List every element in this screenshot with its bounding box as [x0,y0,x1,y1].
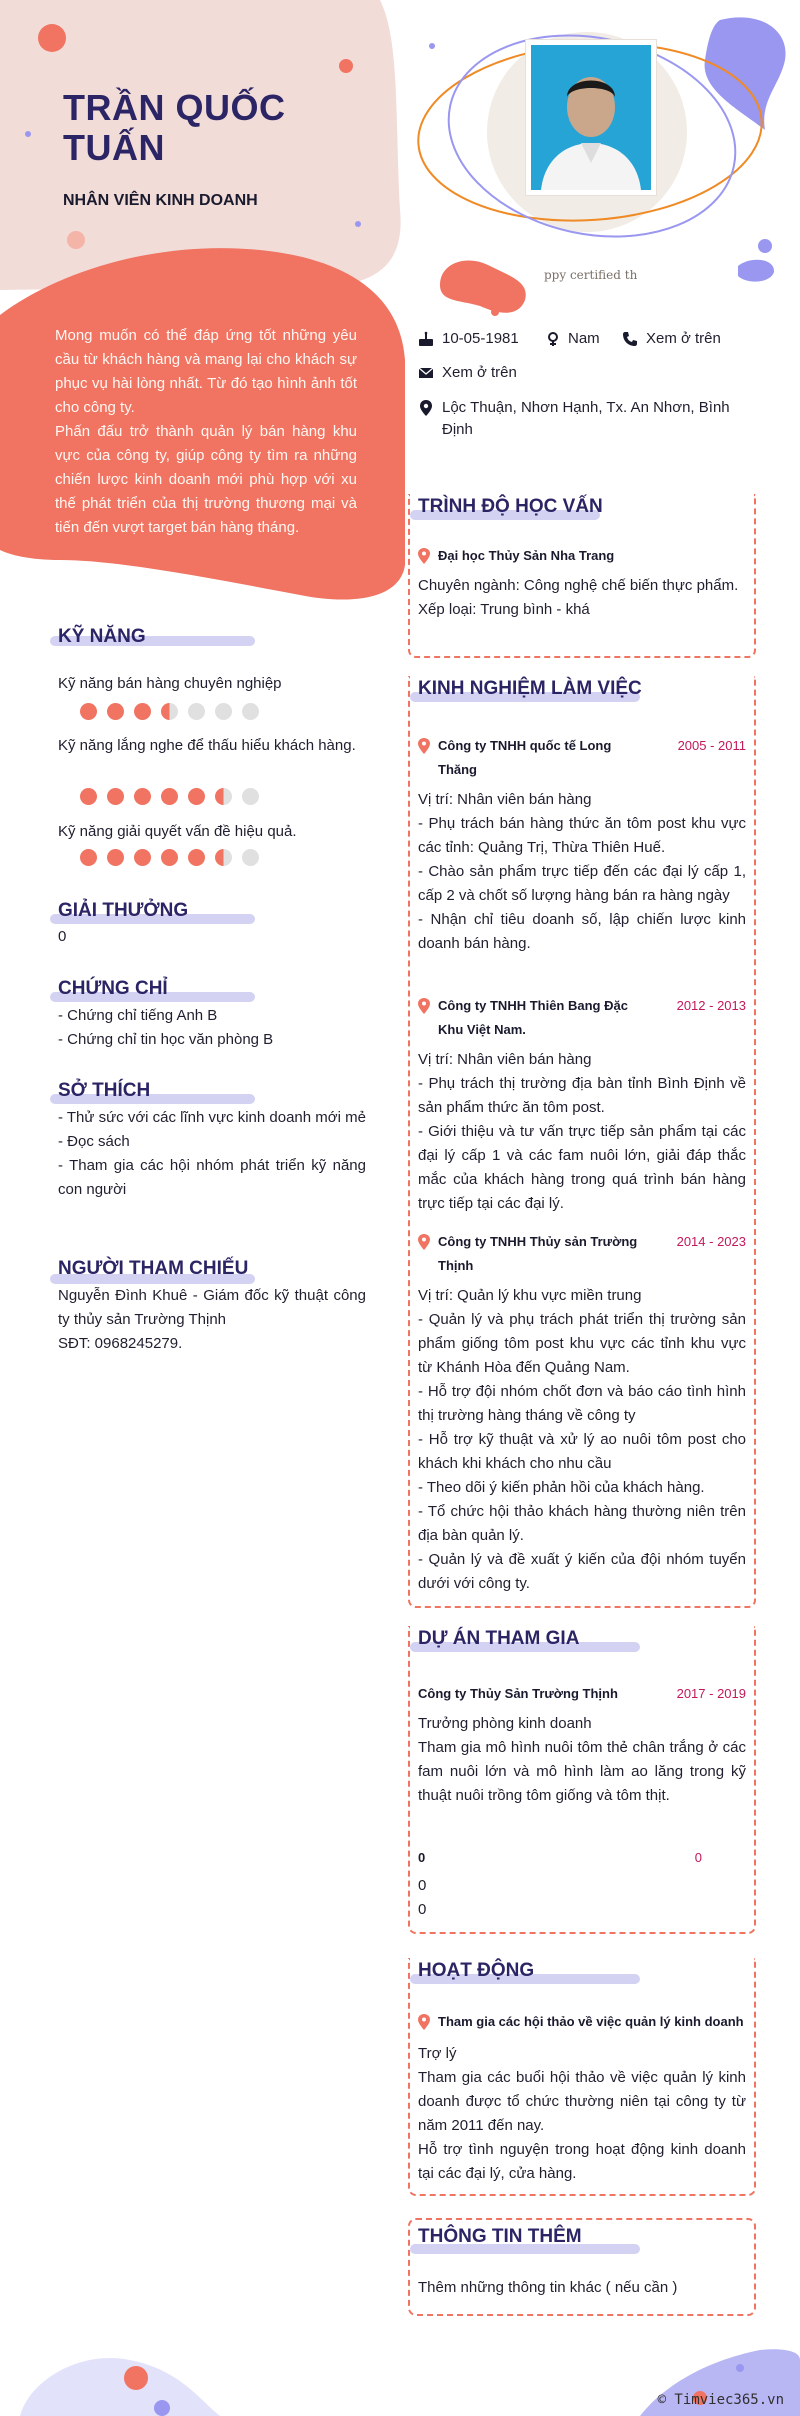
birthday-value: 10-05-1981 [442,330,519,347]
job-title: NHÂN VIÊN KINH DOANH [63,192,258,209]
education-line: Chuyên ngành: Công nghệ chế biến thực phẩm. [418,577,739,594]
job-line: - Theo dõi ý kiến phản hồi của khách hàng. [418,1479,705,1496]
cake-icon [418,331,434,347]
rating-dot [161,703,178,720]
education-line: Xếp loại: Trung bình - khá [418,601,590,618]
job-line: - Chào sản phẩm trực tiếp đến các đại lý cấp 1, cấp 2 và chốt số lượng hàng bán ra hàng ngày [418,863,746,904]
additional-title: THÔNG TIN THÊM [418,2226,582,2247]
skill-2-label: Kỹ năng lắng nghe để thấu hiểu khách hàng. [58,737,356,754]
project-extra-line: 0 [418,1877,427,1894]
reference-line: Nguyễn Đình Khuê - Giám đốc kỹ thuật công ty thủy sản Trường Thịnh [58,1287,366,1328]
skills-title: KỸ NĂNG [58,626,146,647]
activity-head [418,2010,746,2034]
job-line: - Hỗ trợ kỹ thuật và xử lý ao nuôi tôm post cho khách khi khách cho nhu cầu [418,1431,746,1472]
rating-dot [80,703,97,720]
job-3-company: Công ty TNHH Thủy sản Trường Thịnh [438,1234,638,1273]
skill-2-rating [80,788,259,805]
job-2-company: Công ty TNHH Thiên Bang Đặc Khu Việt Nam. [438,998,628,1037]
activities-title: HOẠT ĐỘNG [418,1960,535,1981]
rating-dot [188,849,205,866]
project-extra-label: 0 [418,1850,426,1865]
job-line: - Quản lý và phụ trách phát triển thị trường sản phẩm giống tôm post khu vực các tỉnh khu vực từ Khánh Hòa đến Quảng Nam. [418,1311,746,1376]
activity-name-wrap [418,2010,744,2034]
rating-dot [161,849,178,866]
job-line: - Nhận chỉ tiêu doanh số, lập chiến lược kinh doanh bán hàng. [418,911,746,952]
job-2-time: 2012 - 2013 [676,998,746,1013]
location-pin-icon [418,400,434,416]
rating-dot [134,703,151,720]
school-name: Đại học Thủy Sản Nha Trang [438,548,615,563]
awards-title: GIẢI THƯỞNG [58,900,189,921]
job-line: Vị trí: Nhân viên bán hàng [418,791,592,808]
location-pin-icon [418,548,430,564]
project-time: 2017 - 2019 [676,1686,746,1701]
rating-dot [107,849,124,866]
hobbies-list [58,1106,366,1202]
gender-row [544,328,600,350]
project-extra-head [418,1846,702,1870]
address-row [418,397,744,441]
awards-content: 0 [58,928,67,945]
job-line: - Hỗ trợ đội nhóm chốt đơn và báo cáo tình hình thị trường hàng tháng về công ty [418,1383,746,1424]
email-value: Xem ở trên [442,364,517,381]
rating-dot [215,703,232,720]
experience-title: KINH NGHIỆM LÀM VIỆC [418,678,642,699]
rating-dot [242,703,259,720]
job-1-head [418,734,746,782]
rating-dot [215,849,232,866]
portrait-image [531,45,651,190]
skill-1-rating [80,703,259,720]
rating-dot [188,788,205,805]
reference-line: SĐT: 0968245279. [58,1335,183,1352]
rating-dot [134,849,151,866]
job-line: Vị trí: Quản lý khu vực miền trung [418,1287,642,1304]
phone-row [622,328,721,350]
activity-details [418,2042,746,2186]
school-name-wrap [418,544,614,568]
job-line: - Giới thiệu và tư vấn trực tiếp sản phẩm tại các đại lý cấp 1 và các fam nuôi lớn, giải đáp thắc mắc của khách hàng trong quá trình bán hàng trực tiếp tại các đại lý. [418,1123,746,1212]
job-2-details [418,1048,746,1216]
rating-dot [242,849,259,866]
rating-dot [188,703,205,720]
activity-name: Tham gia các hội thảo về việc quản lý kinh doanh [438,2014,744,2029]
job-2-head [418,994,746,1042]
rating-dot [107,703,124,720]
job-line: - Tổ chức hội thảo khách hàng thường niên trên địa bàn quản lý. [418,1503,746,1544]
projects-title: DỰ ÁN THAM GIA [418,1628,580,1649]
hobbies-title: SỞ THÍCH [58,1080,151,1101]
certificates-list [58,1004,366,1052]
skill-3-rating [80,849,259,866]
phone-icon [622,331,638,347]
skill-3-label: Kỹ năng giải quyết vấn đề hiệu quả. [58,823,297,840]
job-line: - Phụ trách bán hàng thức ăn tôm post khu vực các tỉnh: Quảng Trị, Thừa Thiên Huế. [418,815,746,856]
job-1-company: Công ty TNHH quốc tế Long Thăng [438,738,612,777]
gender-value: Nam [568,330,600,347]
job-line: Vị trí: Nhân viên bán hàng [418,1051,592,1068]
rating-dot [134,788,151,805]
job-1-time: 2005 - 2011 [677,738,746,753]
location-pin-icon [418,998,430,1014]
activity-line: Tham gia các buổi hội thảo về việc quản lý kinh doanh được tổ chức thường niên tại công ty từ năm 2011 đến nay. [418,2069,746,2134]
job-1-details [418,788,746,956]
project-line: Tham gia mô hình nuôi tôm thẻ chân trắng ở các fam nuôi lớn và mô hình làm ao lăng trong kỹ thuật nuôi trồng tôm giống và tôm thịt. [418,1739,746,1804]
activity-line: Hỗ trợ tình nguyện trong hoạt động kinh doanh tại các đại lý, cửa hàng. [418,2141,746,2182]
email-row [418,362,517,384]
rating-dot [161,788,178,805]
certificates-title: CHỨNG CHỈ [58,978,168,999]
education-title: TRÌNH ĐỘ HỌC VẤN [418,496,603,517]
additional-content: Thêm những thông tin khác ( nếu cần ) [418,2279,678,2296]
location-pin-icon [418,2014,430,2030]
project-company: Công ty Thủy Sản Trường Thịnh [418,1686,618,1701]
project-head [418,1682,746,1706]
location-pin-icon [418,1234,430,1250]
rating-dot [242,788,259,805]
education-details [418,574,746,622]
birthday-row [418,328,519,350]
certificate-item: - Chứng chỉ tiếng Anh B [58,1007,218,1024]
phone-value: Xem ở trên [646,330,721,347]
mail-icon [418,365,434,381]
photo-caption: ppy certified th [544,268,638,282]
skill-1-label: Kỹ năng bán hàng chuyên nghiệp [58,675,282,692]
job-1-company-wrap [418,734,638,782]
job-3-company-wrap [418,1230,638,1278]
gender-icon [544,331,560,347]
rating-dot [80,849,97,866]
address-value: Lộc Thuận, Nhơn Hạnh, Tx. An Nhơn, Bình Định [442,399,730,438]
hobby-item: - Thử sức với các lĩnh vực kinh doanh mới mẻ [58,1109,366,1126]
certificate-item: - Chứng chỉ tin học văn phòng B [58,1031,274,1048]
job-line: - Quản lý và đề xuất ý kiến của đội nhóm tuyển dưới với công ty. [418,1551,746,1592]
project-extra-details [418,1874,746,1922]
hobby-item: - Đọc sách [58,1133,130,1150]
job-2-company-wrap [418,994,638,1042]
job-3-time: 2014 - 2023 [676,1234,746,1249]
project-extra-line: 0 [418,1901,427,1918]
job-3-head [418,1230,746,1278]
hobby-item: - Tham gia các hội nhóm phát triển kỹ năng con người [58,1157,366,1198]
career-objective: Mong muốn có thể đáp ứng tốt những yêu cầu từ khách hàng và mang lại cho khách sự phục vụ hài lòng nhất. Từ đó tạo hình ảnh tốt cho công ty. Phấn đấu trở thành quản lý bán hàng khu vực của công ty, giúp công ty tìm ra những chiến lược kinh doanh mới phù hợp với xu thế phát triển của thị trường thương mại và tiến đến vượt target bán hàng tháng. [55,327,357,536]
rating-dot [215,788,232,805]
project-extra-time: 0 [694,1850,702,1865]
project-details [418,1712,746,1808]
footer-brand: © Timviec365.vn [657,2392,784,2408]
project-line: Trưởng phòng kinh doanh [418,1715,592,1732]
education-entry-head [418,544,746,568]
job-line: - Phụ trách thị trường địa bàn tỉnh Bình Định về sản phẩm thức ăn tôm post. [418,1075,746,1116]
rating-dot [80,788,97,805]
references-title: NGƯỜI THAM CHIẾU [58,1258,249,1279]
location-pin-icon [418,738,430,754]
activity-line: Trợ lý [418,2045,457,2062]
profile-photo [526,40,656,195]
references-content [58,1284,366,1356]
candidate-name: TRẦN QUỐC TUẤN [63,87,286,168]
job-3-details [418,1284,746,1596]
rating-dot [107,788,124,805]
